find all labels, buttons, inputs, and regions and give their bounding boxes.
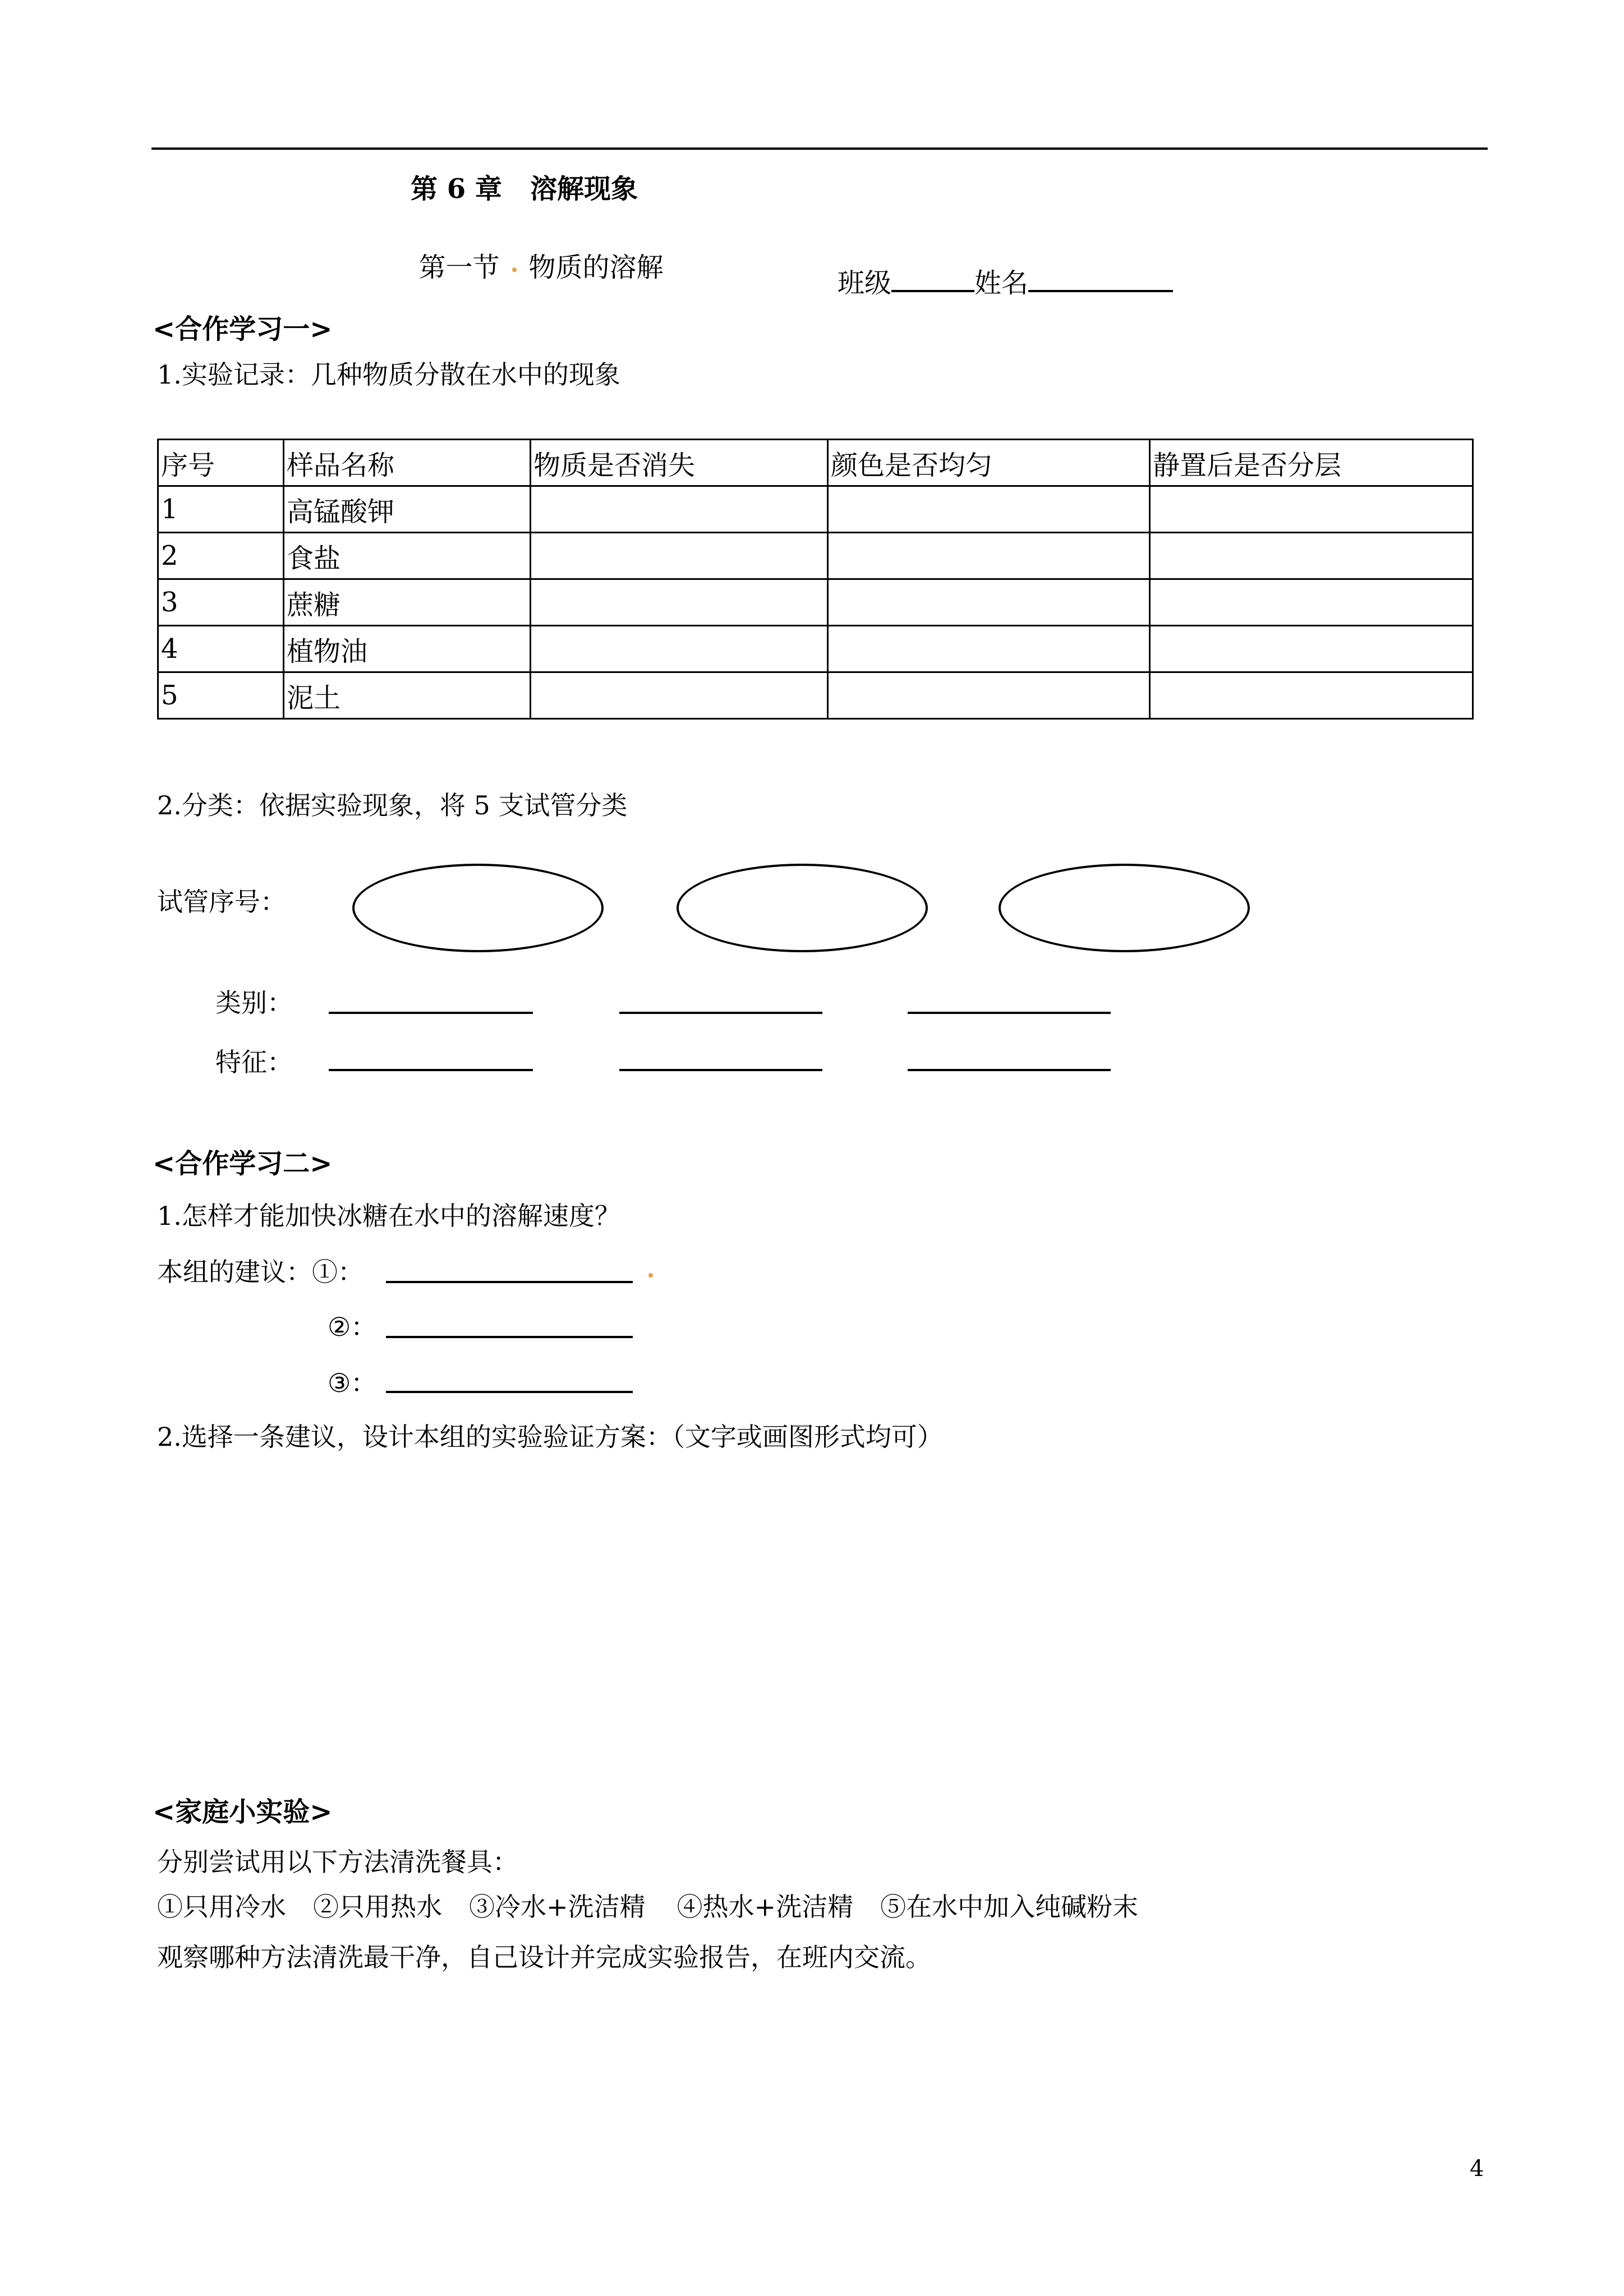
name-label: 姓名: [974, 268, 1029, 299]
question-2-classify: 2.分类：依据实验现象，将 5 支试管分类: [157, 790, 628, 820]
answer-cell[interactable]: [531, 486, 828, 533]
answer-cell[interactable]: [828, 533, 1150, 579]
answer-cell[interactable]: [828, 626, 1150, 672]
row-number: 3: [158, 579, 284, 626]
method-item: ④热水+洗洁精: [677, 1892, 854, 1922]
tube-group-oval-2[interactable]: [677, 864, 928, 952]
class-blank[interactable]: [891, 268, 974, 292]
name-blank[interactable]: [1028, 268, 1173, 292]
suggestion-blank-3[interactable]: [386, 1391, 633, 1393]
suggestion-blank-2[interactable]: [386, 1336, 633, 1338]
feature-blank-3[interactable]: [908, 1069, 1111, 1071]
sample-name: 食盐: [284, 533, 531, 579]
section-title: [402, 214, 664, 284]
methods-line: [157, 1887, 1138, 1924]
page-number: 4: [1470, 2156, 1484, 2182]
answer-cell[interactable]: [1150, 626, 1473, 672]
table-row: [158, 486, 1473, 533]
row-number: 1: [158, 486, 284, 533]
class-label: 班级: [838, 268, 892, 299]
row-number: 2: [158, 533, 284, 579]
sample-name: 高锰酸钾: [284, 486, 531, 533]
answer-cell[interactable]: [531, 533, 828, 579]
answer-cell[interactable]: [828, 672, 1150, 719]
category-blank-2[interactable]: [619, 1012, 822, 1014]
feature-blank-2[interactable]: [619, 1069, 822, 1071]
header-cell: 物质是否消失: [531, 440, 828, 486]
home-instruction: 分别尝试用以下方法清洗餐具：: [157, 1847, 518, 1877]
class-name-line: [838, 261, 1173, 300]
sample-name: 蔗糖: [284, 579, 531, 626]
feature-label: 特征：: [215, 1047, 293, 1077]
table-row: [158, 533, 1473, 579]
suggestion-row-1: [157, 1252, 364, 1289]
answer-cell[interactable]: [1150, 672, 1473, 719]
home-conclusion: 观察哪种方法清洗最干净，自己设计并完成实验报告，在班内交流。: [157, 1942, 931, 1972]
answer-cell[interactable]: [1150, 579, 1473, 626]
chapter-title: 第 6 章 溶解现象: [411, 173, 638, 205]
question-1-record: 1.实验记录：几种物质分散在水中的现象: [157, 359, 620, 390]
suggest-mark-3: ③：: [328, 1368, 377, 1398]
table-header-row: [158, 440, 1473, 486]
tube-group-oval-1[interactable]: [352, 864, 604, 952]
section-prefix: 第一节: [418, 252, 500, 283]
feature-blank-1[interactable]: [329, 1069, 533, 1071]
tube-number-label: 试管序号：: [157, 887, 286, 917]
question-design-plan: 2.选择一条建议，设计本组的实验验证方案：（文字或画图形式均可）: [157, 1422, 943, 1452]
section-name: 物质的溶解: [528, 252, 664, 283]
category-blank-3[interactable]: [908, 1012, 1111, 1014]
category-blank-1[interactable]: [329, 1012, 533, 1014]
decorative-dot: [512, 268, 517, 272]
section-heading-coop-1: <合作学习一>: [153, 313, 333, 345]
answer-cell[interactable]: [828, 486, 1150, 533]
table-row: [158, 672, 1473, 719]
method-item: ①只用冷水: [157, 1892, 286, 1922]
method-item: ②只用热水: [313, 1892, 442, 1922]
header-cell: 序号: [158, 440, 284, 486]
header-rule: [151, 147, 1488, 150]
answer-cell[interactable]: [1150, 486, 1473, 533]
answer-cell[interactable]: [531, 672, 828, 719]
experiment-record-table: [157, 439, 1474, 720]
method-item: ③冷水+洗洁精: [469, 1892, 646, 1922]
suggest-label: 本组的建议：: [157, 1257, 312, 1287]
suggest-mark-2: ②：: [328, 1312, 377, 1342]
decorative-dot: [648, 1273, 653, 1278]
suggestion-blank-1[interactable]: [386, 1281, 633, 1283]
table-row: [158, 579, 1473, 626]
section-heading-home-experiment: <家庭小实验>: [153, 1796, 333, 1828]
sample-name: 泥土: [284, 672, 531, 719]
tube-group-oval-3[interactable]: [999, 864, 1250, 952]
answer-cell[interactable]: [1150, 533, 1473, 579]
row-number: 5: [158, 672, 284, 719]
answer-cell[interactable]: [531, 626, 828, 672]
row-number: 4: [158, 626, 284, 672]
section-heading-coop-2: <合作学习二>: [153, 1148, 333, 1179]
header-cell: 颜色是否均匀: [828, 440, 1150, 486]
table-row: [158, 626, 1473, 672]
method-item: ⑤在水中加入纯碱粉末: [880, 1892, 1139, 1922]
header-cell: 静置后是否分层: [1150, 440, 1473, 486]
answer-cell[interactable]: [828, 579, 1150, 626]
question-dissolve-speed: 1.怎样才能加快冰糖在水中的溶解速度？: [157, 1201, 620, 1231]
suggest-mark-1: ①：: [312, 1257, 364, 1287]
category-label: 类别：: [215, 988, 293, 1018]
header-cell: 样品名称: [284, 440, 531, 486]
sample-name: 植物油: [284, 626, 531, 672]
answer-cell[interactable]: [531, 579, 828, 626]
